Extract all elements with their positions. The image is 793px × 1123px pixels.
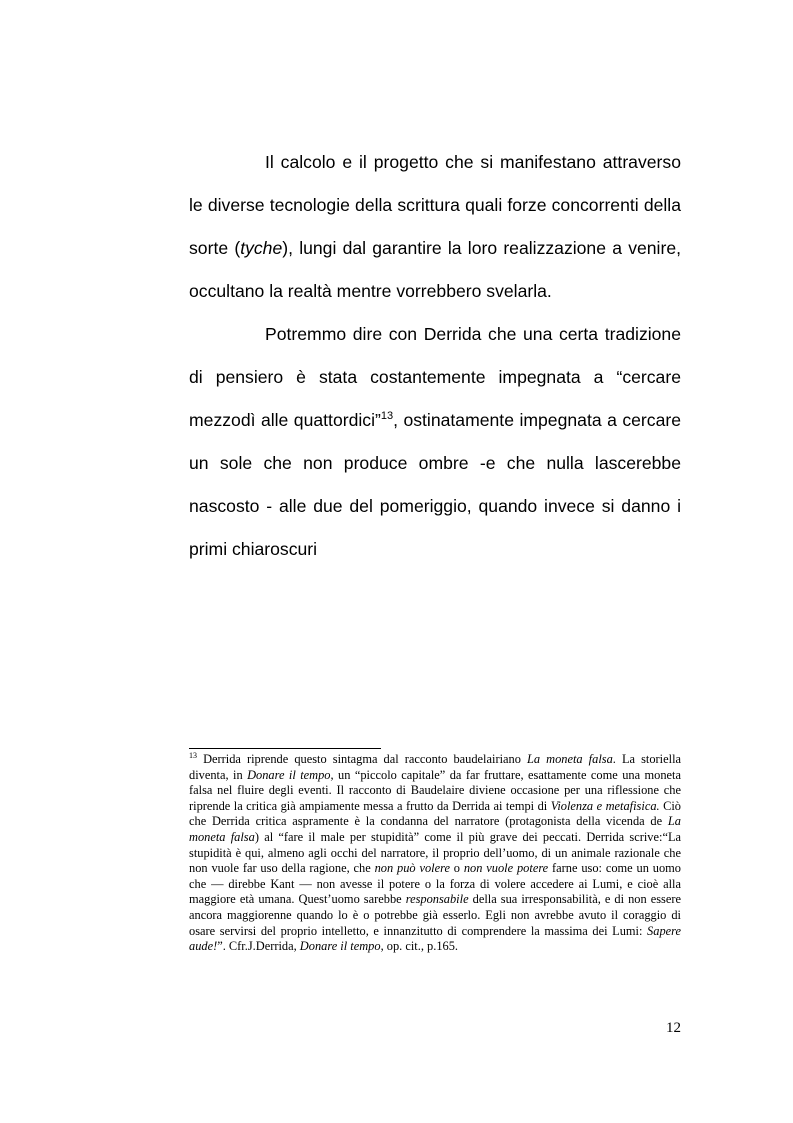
footnote-text-1: Derrida riprende questo sintagma dal racconto baudelairiano: [197, 752, 527, 766]
footnote-text-3: un “piccolo capitale” da far fruttare, esattamente come una moneta falsa nel fluire degli eventi. Il racconto di Baudelaire diviene occasione per una riflessione che riprende la critica già ampiamente messa a frutto da Derrida ai tempi di: [189, 767, 681, 813]
footnote-italic-7: responsabile: [405, 892, 469, 907]
footnote-italic-6: non vuole potere: [463, 861, 549, 876]
paragraph-2: [189, 313, 681, 571]
paragraph-2-text-a: Potremmo dire con Derrida che una certa tradizione di pensiero è stata costantemente impegnata a “cercare mezzodì alle quattordici”: [189, 324, 681, 430]
footnote-text-2: . La storiella diventa, in: [189, 752, 682, 782]
footnote-text-9: ”. Cfr.J.Derrida,: [217, 939, 300, 954]
footnote-italic-1: La moneta falsa: [526, 752, 613, 766]
footnote-separator: [189, 748, 381, 749]
page-number: 12: [666, 1020, 681, 1036]
body-text: [189, 141, 681, 571]
paragraph-1-text-a: Il calcolo e il progetto che si manifestano attraverso le diverse tecnologie della scrittura quali forze concorrenti della sorte (: [189, 152, 681, 258]
footnote-13: [189, 752, 681, 955]
footnote-italic-9: Donare il tempo: [299, 939, 381, 954]
paragraph-1-text-b: ), lungi dal garantire la loro realizzazione a venire, occultano la realtà mentre vorrebbero svelarla.: [189, 238, 681, 301]
footnote-italic-5: non può volere: [374, 861, 450, 876]
footnote-italic-4: La moneta falsa: [189, 814, 681, 844]
footnote-italic-2: Donare il tempo,: [247, 767, 334, 782]
footnote-text-6: o: [449, 861, 464, 876]
footnote-text-7: farne uso: come un uomo che — direbbe Kant — non avesse il potere o la forza di volere accedere ai Lumi, e cioè alla maggiore età umana. Quest’uomo sarebbe: [189, 861, 681, 907]
footnote-text-8: della sua irresponsabilità, e di non essere ancora maggiorenne quando lo è o potrebbe già esserlo. Egli non avrebbe avuto il coraggio di osare servirsi del proprio intelletto, e innanzitutto di comprendere la massima dei Lumi:: [189, 892, 681, 938]
footnote-reference-13[interactable]: 13: [380, 410, 394, 423]
footnote-number: 13: [189, 750, 197, 760]
paragraph-1: [189, 141, 681, 313]
paragraph-1-italic-tyche: tyche: [240, 238, 283, 258]
footnote-text-4: Ciò che Derrida critica aspramente è la condanna del narratore (protagonista della vicenda de: [189, 798, 681, 829]
footnote-text-5: ) al “fare il male per stupidità” come il più grave dei peccati. Derrida scrive:“La stupidità è qui, almeno agli occhi del narratore, il proprio dell’uomo, di un animale razionale che non vuole far uso della ragione, che: [189, 829, 682, 876]
footnote-text-10: , op. cit., p.165.: [380, 939, 458, 954]
footnote-italic-3: Violenza e metafisica.: [550, 798, 660, 813]
paragraph-2-text-b: , ostinatamente impegnata a cercare un sole che non produce ombre -e che nulla lascerebbe nascosto - alle due del pomeriggio, quando invece si danno i primi chiaroscuri: [189, 410, 681, 559]
footnote-italic-8: Sapere aude!: [189, 923, 681, 954]
